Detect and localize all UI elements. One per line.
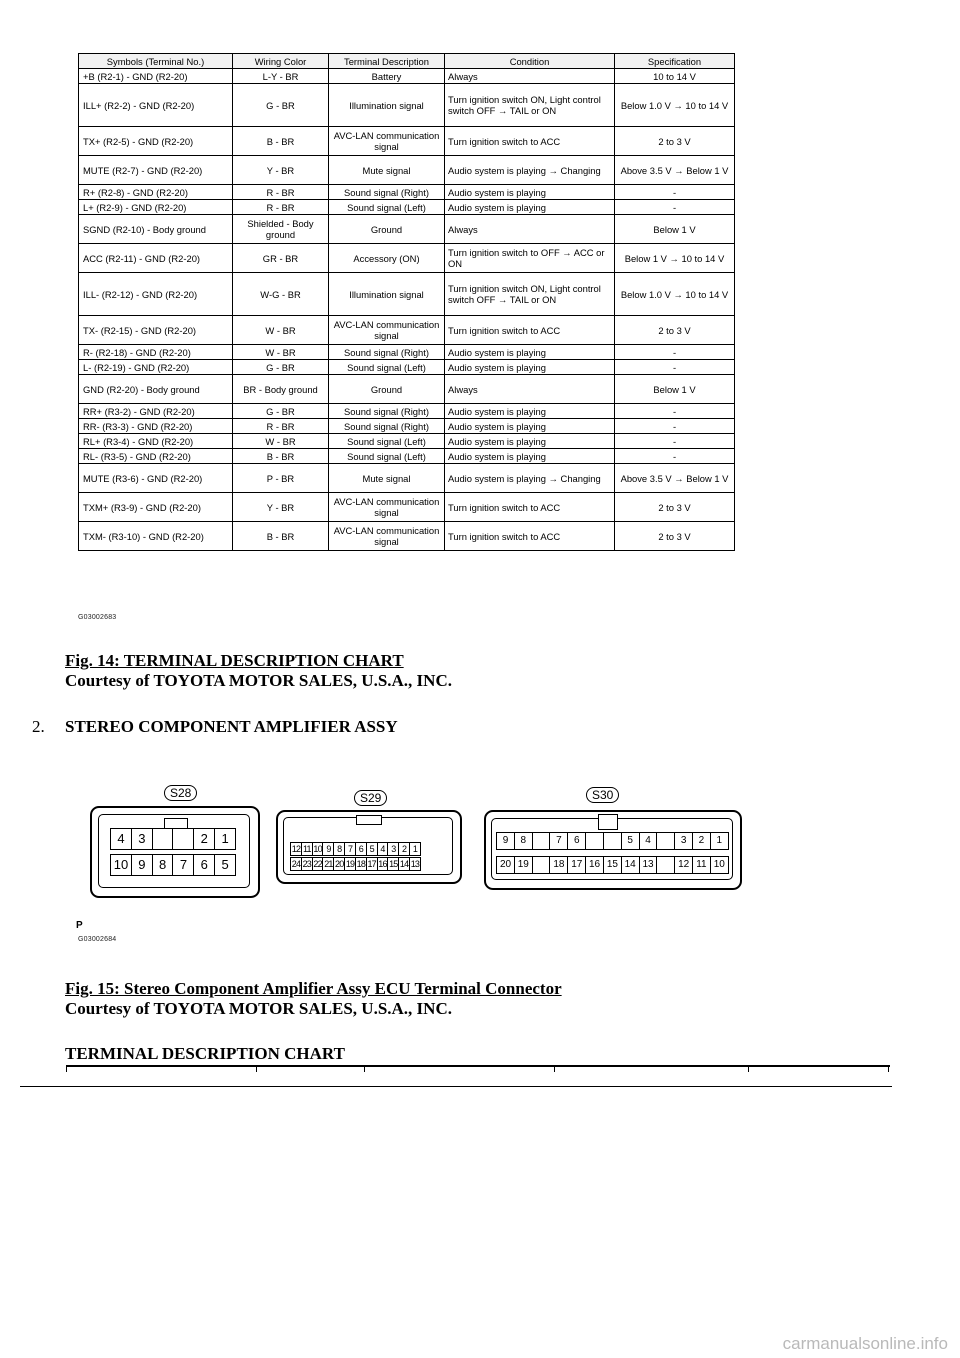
cell-specification: Below 1 V [615, 215, 735, 244]
cell-wiring-color: G - BR [233, 404, 329, 419]
table-row [79, 316, 735, 345]
connector-pin: 10 [313, 844, 322, 854]
connector-pin [603, 832, 622, 850]
cell-condition: Audio system is playing → Changing [445, 156, 615, 185]
pin-row-bottom [110, 854, 235, 876]
table-row [79, 127, 735, 156]
cell-condition: Turn ignition switch to ACC [445, 316, 615, 345]
connector-pin: 1 [710, 832, 729, 850]
cell-terminal-description: Illumination signal [329, 84, 445, 127]
cell-specification: Below 1 V → 10 to 14 V [615, 244, 735, 273]
connector-diagram [88, 780, 748, 900]
cell-terminal-description: Sound signal (Right) [329, 345, 445, 360]
table-row [79, 375, 735, 404]
table-row [79, 434, 735, 449]
table-row [79, 345, 735, 360]
fig15-caption-credit: Courtesy of TOYOTA MOTOR SALES, U.S.A., INC. [65, 999, 452, 1018]
connector-pin: 3 [387, 842, 399, 856]
cell-condition: Audio system is playing [445, 404, 615, 419]
cell-condition: Audio system is playing [445, 185, 615, 200]
cell-specification: Below 1 V [615, 375, 735, 404]
cell-specification: 2 to 3 V [615, 127, 735, 156]
cell-condition: Always [445, 215, 615, 244]
cell-symbol: TX- (R2-15) - GND (R2-20) [79, 316, 233, 345]
cell-symbol: RR+ (R3-2) - GND (R2-20) [79, 404, 233, 419]
connector-pin: 5 [621, 832, 640, 850]
connector-pin: 17 [567, 856, 586, 874]
cell-symbol: SGND (R2-10) - Body ground [79, 215, 233, 244]
cell-condition: Audio system is playing [445, 360, 615, 375]
connector-pin: 9 [496, 832, 515, 850]
cell-specification: Above 3.5 V → Below 1 V [615, 156, 735, 185]
cell-condition: Audio system is playing [445, 200, 615, 215]
column-tick [364, 1065, 365, 1072]
table-row [79, 200, 735, 215]
cell-wiring-color: B - BR [233, 449, 329, 464]
cell-condition: Always [445, 69, 615, 84]
cell-terminal-description: Illumination signal [329, 273, 445, 316]
cell-terminal-description: Sound signal (Right) [329, 404, 445, 419]
connector-pin: 4 [110, 828, 132, 850]
cell-wiring-color: Y - BR [233, 156, 329, 185]
connector-s29 [276, 810, 462, 884]
cell-wiring-color: Y - BR [233, 493, 329, 522]
pin-row-top [496, 832, 728, 850]
cell-condition: Audio system is playing [445, 345, 615, 360]
cell-condition: Turn ignition switch ON, Light control switch OFF → TAIL or ON [445, 273, 615, 316]
header-condition: Condition [445, 54, 615, 69]
connector-pin [656, 832, 675, 850]
cell-symbol: +B (R2-1) - GND (R2-20) [79, 69, 233, 84]
cell-wiring-color: R - BR [233, 185, 329, 200]
column-tick [888, 1065, 889, 1072]
cell-wiring-color: W - BR [233, 345, 329, 360]
connector-s30 [484, 810, 742, 890]
terminal-description-table-figure [78, 53, 734, 551]
fig14-caption-title: Fig. 14: TERMINAL DESCRIPTION CHART [65, 651, 404, 670]
connector-pin [656, 856, 675, 874]
cell-wiring-color: L-Y - BR [233, 69, 329, 84]
connector-pin: 11 [692, 856, 711, 874]
cell-symbol: TXM+ (R3-9) - GND (R2-20) [79, 493, 233, 522]
connector-pin: 19 [345, 859, 355, 869]
pin-row-bottom [290, 857, 420, 871]
table-row [79, 493, 735, 522]
cell-terminal-description: Sound signal (Left) [329, 434, 445, 449]
table-row [79, 419, 735, 434]
connector-pin: 8 [514, 832, 533, 850]
fig15-caption [65, 979, 562, 1019]
connector-pin: 2 [398, 842, 410, 856]
connector-pin: 10 [110, 854, 132, 876]
cell-condition: Turn ignition switch to ACC [445, 127, 615, 156]
cell-condition: Always [445, 375, 615, 404]
cell-condition: Turn ignition switch to ACC [445, 522, 615, 551]
cell-wiring-color: P - BR [233, 464, 329, 493]
chart-title: TERMINAL DESCRIPTION CHART [65, 1044, 345, 1063]
cell-terminal-description: Sound signal (Left) [329, 200, 445, 215]
figure-id: G03002684 [78, 936, 117, 943]
connector-pin [172, 828, 194, 850]
cell-terminal-description: Ground [329, 215, 445, 244]
connector-pin: 22 [313, 859, 322, 869]
connector-pin: 16 [378, 859, 387, 869]
cell-wiring-color: GR - BR [233, 244, 329, 273]
connector-pin: 20 [496, 856, 515, 874]
cell-condition: Audio system is playing [445, 449, 615, 464]
table-row [79, 69, 735, 84]
cell-specification: - [615, 345, 735, 360]
connector-pin: 12 [674, 856, 693, 874]
column-tick [66, 1065, 67, 1072]
cell-wiring-color: B - BR [233, 127, 329, 156]
cell-wiring-color: R - BR [233, 200, 329, 215]
cell-condition: Turn ignition switch to ACC [445, 493, 615, 522]
connector-s28 [90, 806, 260, 898]
connector-pin: 18 [549, 856, 568, 874]
cell-terminal-description: Sound signal (Left) [329, 360, 445, 375]
cell-specification: - [615, 449, 735, 464]
connector-pin: 15 [389, 859, 398, 869]
connector-tag-s28: S28 [164, 785, 197, 801]
cell-specification: - [615, 360, 735, 375]
page-footer-rule [20, 1086, 892, 1087]
connector-pin: 14 [621, 856, 640, 874]
cell-symbol: R- (R2-18) - GND (R2-20) [79, 345, 233, 360]
cell-terminal-description: AVC-LAN communication signal [329, 522, 445, 551]
connector-pin [585, 832, 604, 850]
connector-pin: 23 [302, 859, 312, 869]
cell-symbol: L+ (R2-9) - GND (R2-20) [79, 200, 233, 215]
connector-tag-s29: S29 [354, 790, 387, 806]
connector-pin: 20 [335, 859, 344, 869]
table-row [79, 185, 735, 200]
section-number: 2. [32, 717, 45, 736]
cell-wiring-color: R - BR [233, 419, 329, 434]
section-heading [32, 717, 398, 737]
cell-terminal-description: Mute signal [329, 156, 445, 185]
watermark: carmanualsonline.info [782, 1334, 948, 1353]
cell-terminal-description: AVC-LAN communication signal [329, 493, 445, 522]
cell-specification: - [615, 185, 735, 200]
connector-pin: 9 [131, 854, 153, 876]
table-row [79, 464, 735, 493]
cell-symbol: TX+ (R2-5) - GND (R2-20) [79, 127, 233, 156]
cell-wiring-color: W - BR [233, 316, 329, 345]
pin-row-top [290, 842, 420, 856]
table-row [79, 156, 735, 185]
table-row [79, 273, 735, 316]
cell-symbol: TXM- (R3-10) - GND (R2-20) [79, 522, 233, 551]
cell-condition: Turn ignition switch ON, Light control switch OFF → TAIL or ON [445, 84, 615, 127]
cell-terminal-description: Accessory (ON) [329, 244, 445, 273]
terminal-table [78, 53, 735, 551]
connector-pin: 11 [301, 842, 313, 856]
cell-symbol: RL- (R3-5) - GND (R2-20) [79, 449, 233, 464]
connector-pin: 1 [214, 828, 236, 850]
cell-symbol: R+ (R2-8) - GND (R2-20) [79, 185, 233, 200]
cell-condition: Audio system is playing [445, 434, 615, 449]
table-row [79, 84, 735, 127]
connector-pin [152, 828, 174, 850]
connector-pin: 3 [131, 828, 153, 850]
pin-row-top [110, 828, 235, 850]
table-header-row [79, 54, 735, 69]
section-title: STEREO COMPONENT AMPLIFIER ASSY [65, 717, 398, 736]
header-terminal-description: Terminal Description [329, 54, 445, 69]
cell-terminal-description: Sound signal (Left) [329, 449, 445, 464]
connector-pin: 17 [367, 859, 376, 869]
cell-symbol: GND (R2-20) - Body ground [79, 375, 233, 404]
connector-pin: 8 [333, 842, 345, 856]
cell-specification: Above 3.5 V → Below 1 V [615, 464, 735, 493]
connector-pin: 13 [639, 856, 658, 874]
cell-terminal-description: Mute signal [329, 464, 445, 493]
cell-wiring-color: G - BR [233, 84, 329, 127]
connector-pin: 6 [567, 832, 586, 850]
connector-pin: 6 [355, 842, 367, 856]
fig14-caption-credit: Courtesy of TOYOTA MOTOR SALES, U.S.A., INC. [65, 671, 452, 690]
cell-wiring-color: Shielded - Body ground [233, 215, 329, 244]
connector-pin: 18 [356, 859, 366, 869]
connector-pin: 16 [585, 856, 604, 874]
figure-id: G03002683 [78, 614, 117, 621]
cell-specification: - [615, 434, 735, 449]
connector-pin: 8 [152, 854, 174, 876]
pin-row-bottom [496, 856, 728, 874]
header-symbols: Symbols (Terminal No.) [79, 54, 233, 69]
connector-pin: 19 [514, 856, 533, 874]
connector-pin [532, 832, 551, 850]
connector-pin: 24 [291, 859, 301, 869]
connector-pin: 15 [603, 856, 622, 874]
cell-specification: 10 to 14 V [615, 69, 735, 84]
cell-condition: Audio system is playing [445, 419, 615, 434]
connector-pin: 9 [322, 842, 334, 856]
connector-pin: 7 [344, 842, 356, 856]
fig15-caption-title: Fig. 15: Stereo Component Amplifier Assy ECU Terminal Connector [65, 979, 562, 998]
cell-specification: 2 to 3 V [615, 316, 735, 345]
header-wiring-color: Wiring Color [233, 54, 329, 69]
cell-symbol: ACC (R2-11) - GND (R2-20) [79, 244, 233, 273]
cell-terminal-description: Sound signal (Right) [329, 185, 445, 200]
cell-specification: 2 to 3 V [615, 493, 735, 522]
table-row [79, 522, 735, 551]
connector-pin: 12 [291, 844, 301, 854]
connector-pin: 10 [710, 856, 729, 874]
table-row [79, 244, 735, 273]
cell-symbol: RL+ (R3-4) - GND (R2-20) [79, 434, 233, 449]
cell-symbol: RR- (R3-3) - GND (R2-20) [79, 419, 233, 434]
table-row [79, 449, 735, 464]
cell-wiring-color: G - BR [233, 360, 329, 375]
connector-pin: 2 [692, 832, 711, 850]
cell-symbol: ILL+ (R2-2) - GND (R2-20) [79, 84, 233, 127]
cell-wiring-color: BR - Body ground [233, 375, 329, 404]
connector-pin: 5 [366, 842, 378, 856]
connector-pin: 1 [409, 842, 421, 856]
cell-specification: 2 to 3 V [615, 522, 735, 551]
table-body [79, 69, 735, 551]
column-tick [748, 1065, 749, 1072]
connector-pin: 3 [674, 832, 693, 850]
connector-color-letter: P [76, 920, 83, 931]
cell-condition: Turn ignition switch to OFF → ACC or ON [445, 244, 615, 273]
table-row [79, 404, 735, 419]
cell-specification: Below 1.0 V → 10 to 14 V [615, 273, 735, 316]
connector-pin: 21 [324, 859, 333, 869]
connector-pin: 2 [193, 828, 215, 850]
connector-pin: 7 [549, 832, 568, 850]
cell-condition: Audio system is playing → Changing [445, 464, 615, 493]
cell-terminal-description: AVC-LAN communication signal [329, 127, 445, 156]
header-specification: Specification [615, 54, 735, 69]
connector-pin: 5 [214, 854, 236, 876]
cell-terminal-description: Sound signal (Right) [329, 419, 445, 434]
cell-symbol: MUTE (R3-6) - GND (R2-20) [79, 464, 233, 493]
cell-wiring-color: W - BR [233, 434, 329, 449]
connector-tag-s30: S30 [586, 787, 619, 803]
table-row [79, 215, 735, 244]
connector-pin: 4 [639, 832, 658, 850]
cell-specification: - [615, 404, 735, 419]
column-tick [256, 1065, 257, 1072]
cell-specification: Below 1.0 V → 10 to 14 V [615, 84, 735, 127]
cell-symbol: MUTE (R2-7) - GND (R2-20) [79, 156, 233, 185]
cell-terminal-description: Ground [329, 375, 445, 404]
cell-specification: - [615, 419, 735, 434]
cell-terminal-description: AVC-LAN communication signal [329, 316, 445, 345]
connector-pin: 13 [410, 859, 420, 869]
connector-pin: 4 [377, 842, 389, 856]
connector-pin [532, 856, 551, 874]
table-top-rule [66, 1065, 890, 1067]
fig14-caption [65, 651, 452, 691]
cell-symbol: L- (R2-19) - GND (R2-20) [79, 360, 233, 375]
cell-specification: - [615, 200, 735, 215]
table-row [79, 360, 735, 375]
cell-wiring-color: B - BR [233, 522, 329, 551]
cell-wiring-color: W-G - BR [233, 273, 329, 316]
column-tick [554, 1065, 555, 1072]
connector-pin: 6 [193, 854, 215, 876]
cell-terminal-description: Battery [329, 69, 445, 84]
connector-pin: 14 [399, 859, 409, 869]
cell-symbol: ILL- (R2-12) - GND (R2-20) [79, 273, 233, 316]
connector-pin: 7 [172, 854, 194, 876]
